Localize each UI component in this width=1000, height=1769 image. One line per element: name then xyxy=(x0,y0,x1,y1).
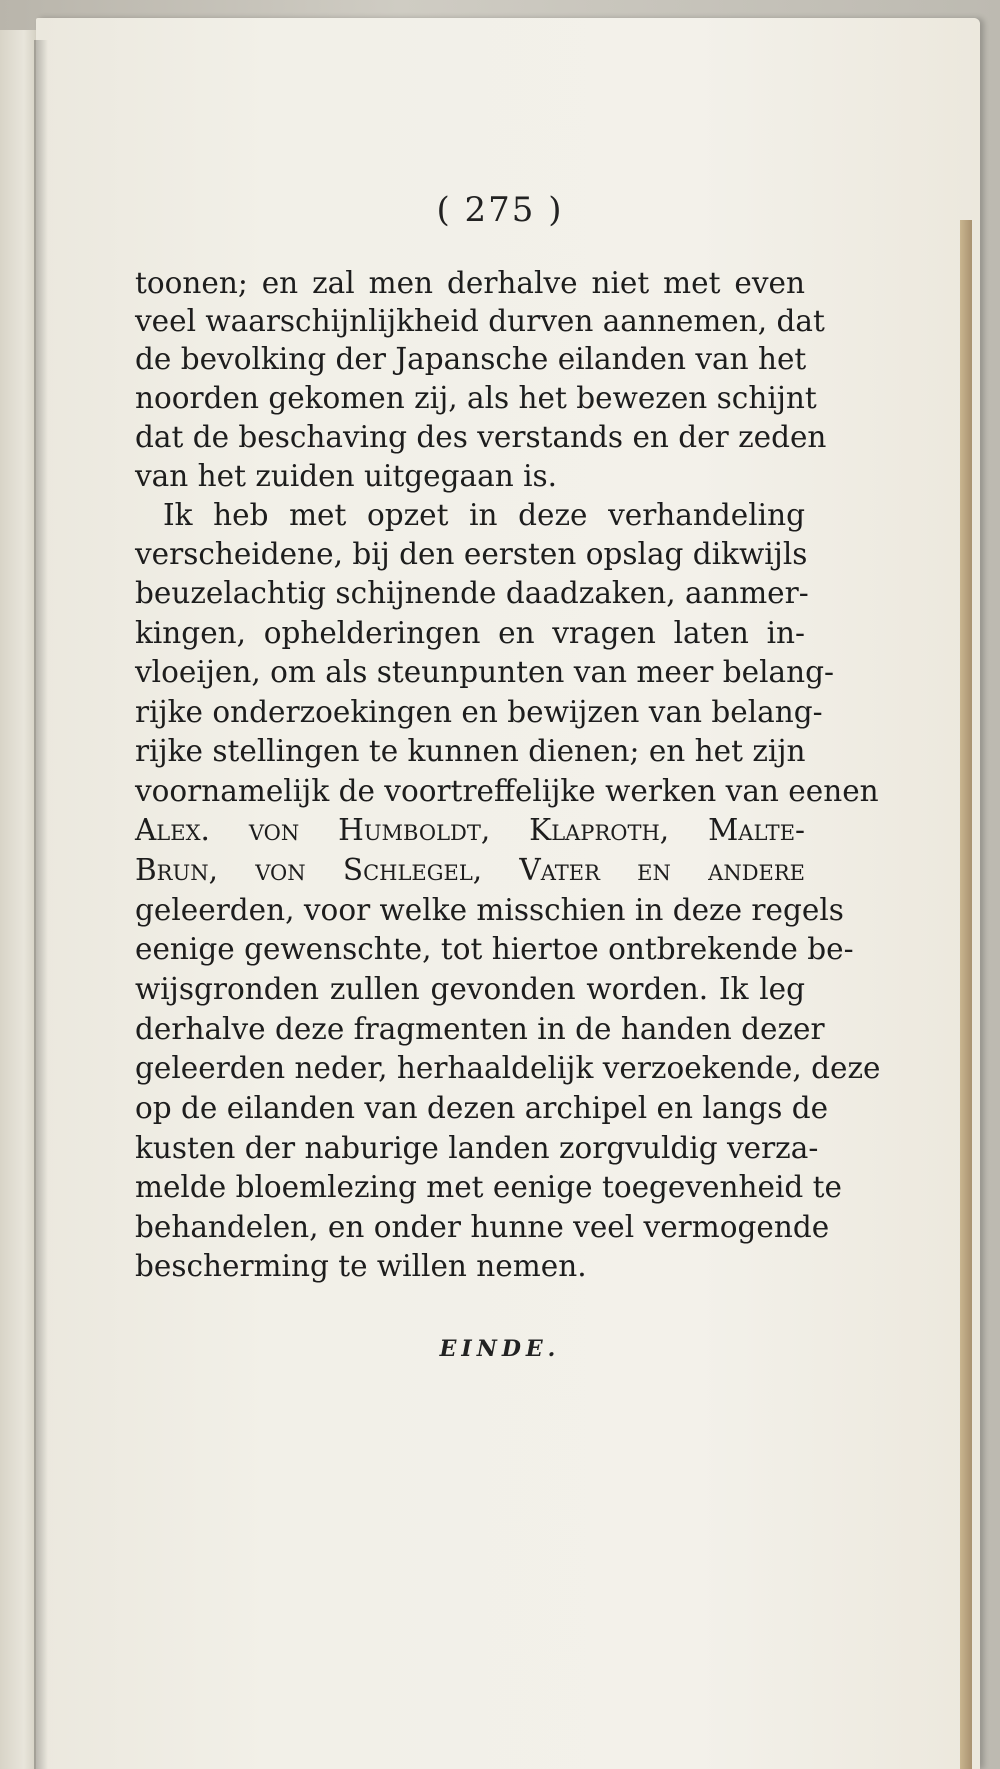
text-line: geleerden, voor welke misschien in deze regels xyxy=(135,893,844,927)
text-line: kusten der naburige landen zorgvuldig verza- xyxy=(135,1131,819,1165)
text-line: beuzelachtig schijnende daadzaken, aanmer- xyxy=(135,576,809,610)
text-line: wijsgronden zullen gevonden worden. Ik leg xyxy=(135,972,805,1006)
text-line: dat de beschaving des verstands en der zeden xyxy=(135,420,827,454)
page-number: ( 275 ) xyxy=(436,190,564,230)
text-line: toonen; en zal men derhalve niet met even xyxy=(135,266,805,300)
text-line: geleerden neder, herhaaldelijk verzoekende, deze xyxy=(135,1051,881,1085)
text-line: verscheidene, bij den eersten opslag dikwijls xyxy=(135,537,808,571)
text-line: bescherming te willen nemen. xyxy=(135,1249,587,1283)
text-line: vloeijen, om als steunpunten van meer belang- xyxy=(135,655,834,689)
text-line: derhalve deze fragmenten in de handen dezer xyxy=(135,1012,825,1046)
closing-word: EINDE. xyxy=(439,1336,561,1362)
text-line: de bevolking der Japansche eilanden van het xyxy=(135,342,807,376)
text-line: behandelen, en onder hunne veel vermogende xyxy=(135,1210,830,1244)
text-line: eenige gewenschte, tot hiertoe ontbrekende be- xyxy=(135,932,854,966)
page-edge-stack xyxy=(960,220,972,1769)
text-line: melde bloemlezing met eenige toegevenheid te xyxy=(135,1170,842,1204)
text-line: rijke stellingen te kunnen dienen; en het zijn xyxy=(135,734,806,768)
text-line: van het zuiden uitgegaan is. xyxy=(135,459,558,493)
text-line-names: Brun, von Schlegel, Vater en andere xyxy=(135,853,805,887)
text-line: rijke onderzoekingen en bewijzen van belang- xyxy=(135,695,823,729)
text-line: noorden gekomen zij, als het bewezen schijnt xyxy=(135,381,817,415)
text-line: veel waarschijnlijkheid durven aannemen, dat xyxy=(135,304,825,338)
text-line: voornamelijk de voortreffelijke werken van eenen xyxy=(135,774,879,808)
text-line-names: Alex. von Humboldt, Klaproth, Malte- xyxy=(135,813,805,847)
spine-shadow xyxy=(34,40,48,1769)
text-line: op de eilanden van dezen archipel en langs de xyxy=(135,1091,829,1125)
paragraph-start-line: Ik heb met opzet in deze verhandeling xyxy=(163,498,805,532)
text-line: kingen, ophelderingen en vragen laten in- xyxy=(135,616,805,650)
